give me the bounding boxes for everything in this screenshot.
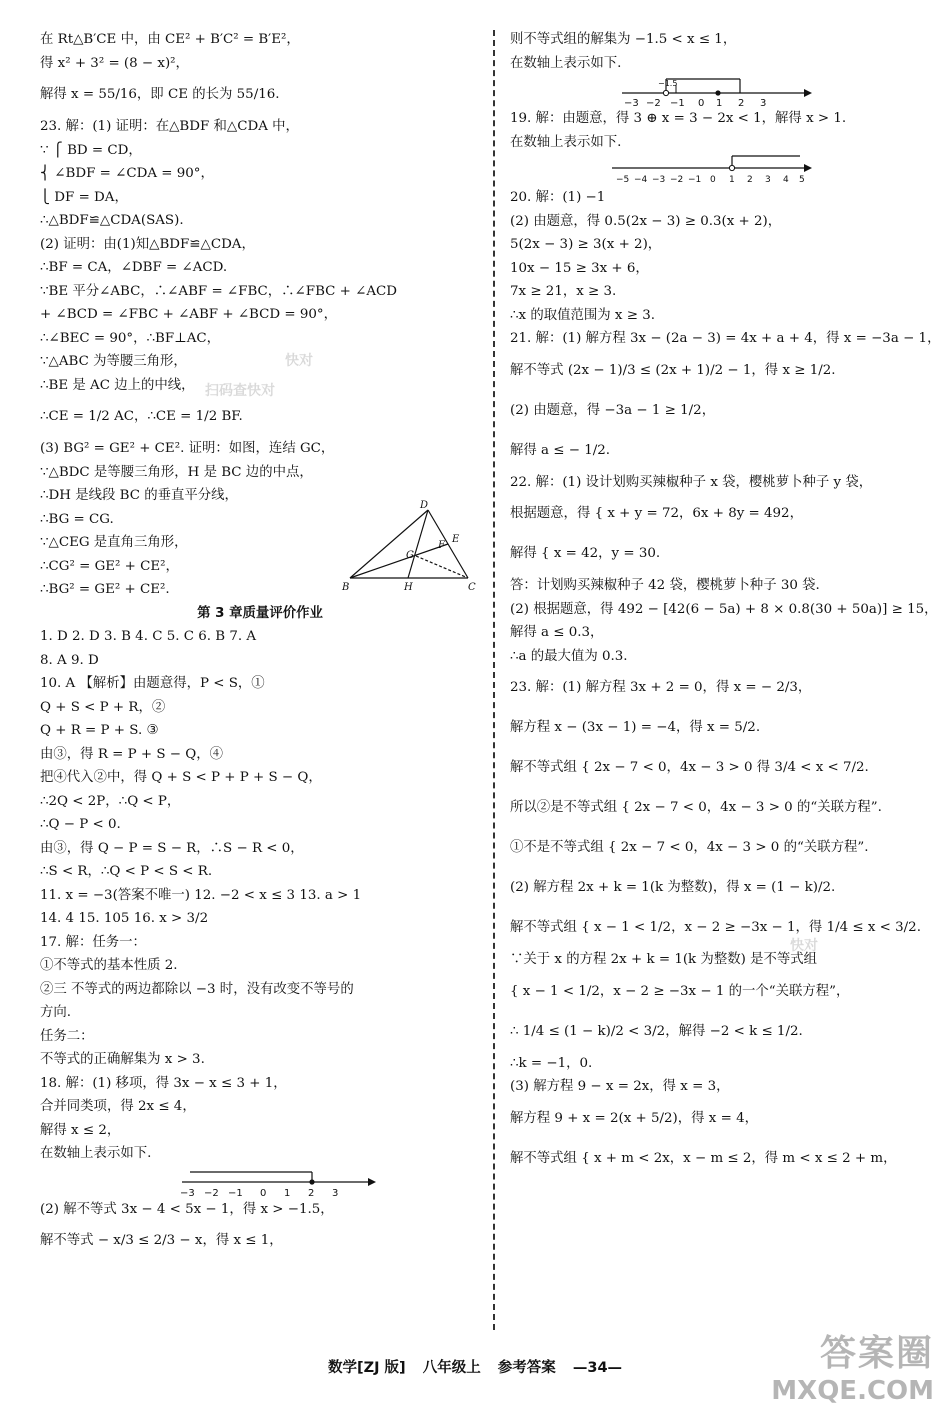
text-line: 在 Rt△B′CE 中，由 CE² + B′C² = B′E²， <box>40 32 300 47</box>
tick-label: −1 <box>670 98 685 107</box>
tick-label: −1.5 <box>658 79 678 88</box>
text-line: 解得 { x = 42，y = 30. <box>510 546 661 561</box>
text-line: 17. 解：任务一： <box>40 934 146 950</box>
text-line: (3) 解方程 9 − x = 2x，得 x = 3， <box>510 1079 730 1094</box>
section-title: 第 3 章质量评价作业 <box>197 605 323 621</box>
text-line: 解不等式组 { 2x − 7 < 0，4x − 3 > 0 得 3/4 < x < 7/2. <box>510 760 869 775</box>
text-line: ∴CG² = GE² + CE²， <box>40 558 179 574</box>
text-line: (2) 由题意，得 −3a − 1 ≥ 1/2， <box>510 402 716 418</box>
text-line: 解不等式组 { x + m < 2x，x − m ≤ 2，得 m < x ≤ 2 + m， <box>510 1150 897 1166</box>
text-line: 根据题意，得 { x + y = 72，6x + 8y = 492， <box>510 506 803 521</box>
text-line: ∴CE = 1/2 AC，∴CE = 1/2 BF. <box>40 409 243 424</box>
text-line: 答：计划购买辣椒种子 42 袋，樱桃萝卜种子 30 袋. <box>510 578 820 593</box>
text-line: 5(2x − 3) ≥ 3(x + 2)， <box>510 237 662 252</box>
text-line: ∴∠BEC = 90°，∴BF⊥AC， <box>40 330 221 346</box>
text-line: ∴a 的最大值为 0.3. <box>510 648 628 664</box>
watermark-line1: 答案圈 <box>819 1333 934 1374</box>
text-line: ∵ ⎧ BD = CD， <box>40 142 142 158</box>
tick-label: 2 <box>738 98 745 107</box>
text-line: 解方程 x − (3x − 1) = −4，得 x = 5/2. <box>510 720 761 735</box>
text-line: ∴S < R，∴Q < P < S < R. <box>40 864 213 879</box>
text-line: (2) 证明：由(1)知△BDF≌△CDA， <box>40 236 255 252</box>
text-line: Q + S < P + R，② <box>40 699 166 715</box>
figure-label: D <box>420 500 429 511</box>
tick-label: 0 <box>260 1187 267 1198</box>
text-line: 任务二： <box>40 1028 94 1044</box>
column-divider <box>493 30 495 1330</box>
text-line: (2) 根据题意，得 492 − [42(6 − 5a) + 8 × 0.8(30 + 50a)] ≥ 15， <box>510 601 938 617</box>
figure-label: E <box>452 534 460 545</box>
tick-label: 3 <box>760 98 767 107</box>
text-line: 20. 解：(1) −1 <box>510 190 606 205</box>
tick-label: 3 <box>332 1187 339 1198</box>
stamp-mark: 快对 <box>285 353 313 369</box>
text-line: 8. A 9. D <box>40 652 99 668</box>
text-line: 解方程 9 + x = 2(x + 5/2)，得 x = 4， <box>510 1110 759 1126</box>
text-line: 不等式的正确解集为 x > 3. <box>40 1052 205 1067</box>
footer-grade: 八年级上 <box>422 1360 481 1376</box>
text-line: ①不等式的基本性质 2. <box>40 958 178 973</box>
footer-page-number: —34— <box>572 1360 623 1376</box>
text-line: 1. D 2. D 3. B 4. C 5. C 6. B 7. A <box>40 629 257 644</box>
text-line: 方向. <box>40 1005 72 1020</box>
stamp-mark: 快对 <box>790 938 818 954</box>
text-line: 解得 x = 55/16，即 CE 的长为 55/16. <box>40 87 280 102</box>
footer-subject: 数学[ZJ 版] <box>327 1360 406 1376</box>
text-line: 解不等式组 { x − 1 < 1/2，x − 2 ≥ −3x − 1，得 1/4 ≤ x < 3/2. <box>510 920 921 935</box>
tick-label: 4 <box>783 175 789 185</box>
text-line: ⎨ ∠BDF = ∠CDA = 90°， <box>40 166 214 181</box>
triangle-figure <box>340 496 480 596</box>
number-line-svg <box>610 154 820 186</box>
right-column <box>510 28 941 1179</box>
text-line: 解得 a ≤ − 1/2. <box>510 442 611 458</box>
tick-label: −5 <box>616 175 630 185</box>
tick-label: 3 <box>765 175 771 185</box>
text-line: ∴△BDF≌△CDA(SAS). <box>40 213 184 228</box>
text-line: ∵△BDC 是等腰三角形，H 是 BC 边的中点， <box>40 464 313 480</box>
number-line-svg <box>180 1166 380 1198</box>
text-line: ∵BE 平分∠ABC，∴∠ABF = ∠FBC，∴∠FBC + ∠ACD <box>40 283 398 299</box>
text-line: 14. 4 15. 105 16. x > 3/2 <box>40 911 209 926</box>
tick-label: −3 <box>652 175 666 185</box>
text-line: (2) 解方程 2x + k = 1(k 为整数)，得 x = (1 − k)/2. <box>510 880 836 895</box>
text-line: (2) 解不等式 3x − 4 < 5x − 1，得 x > −1.5， <box>40 1201 334 1217</box>
text-line: 7x ≥ 21，x ≥ 3. <box>510 284 617 299</box>
text-line: 把④代入②中，得 Q + S < P + P + S − Q， <box>40 770 322 785</box>
watermark-line2: MXQE.COM <box>771 1376 934 1406</box>
figure-label: H <box>404 582 413 593</box>
left-column <box>40 28 480 1261</box>
text-line: ∴k = −1，0. <box>510 1055 593 1071</box>
text-line: 18. 解：(1) 移项，得 3x − x ≤ 3 + 1， <box>40 1075 287 1091</box>
tick-label: −4 <box>634 175 648 185</box>
text-line: (2) 由题意，得 0.5(2x − 3) ≥ 0.3(x + 2)， <box>510 213 782 229</box>
text-line: ∴x 的取值范围为 x ≥ 3. <box>510 307 655 323</box>
text-line: ②三 不等式的两边都除以 −3 时，没有改变不等号的 <box>40 981 354 997</box>
text-line: ⎩ DF = DA， <box>40 189 128 205</box>
number-line-19 <box>510 154 920 186</box>
text-line: ∴ 1/4 ≤ (1 − k)/2 < 3/2，解得 −2 < k ≤ 1/2. <box>510 1023 803 1039</box>
problem-19: 19. 解：由题意，得 3 ⊕ x = 3 − 2x < 1，解得 x > 1. <box>510 111 847 126</box>
text-line: 在数轴上表示如下. <box>40 1146 152 1161</box>
tick-label: 1 <box>284 1187 291 1198</box>
text-line: 由③，得 Q − P = S − R，∴S − R < 0， <box>40 840 304 856</box>
tick-label: 0 <box>710 175 716 185</box>
text-line: ∴2Q < 2P，∴Q < P， <box>40 793 181 809</box>
text-line: 10. A 【解析】由题意得，P < S，① <box>40 676 265 691</box>
text-line: 22. 解：(1) 设计划购买辣椒种子 x 袋，樱桃萝卜种子 y 袋， <box>510 474 873 490</box>
text-line: ∵△ABC 为等腰三角形， <box>40 354 187 369</box>
text-line: ∴BG² = GE² + CE². <box>40 582 170 597</box>
tick-label: −2 <box>670 175 684 185</box>
figure-label: F <box>438 540 445 551</box>
number-line-svg <box>620 75 820 107</box>
text-line: (3) BG² = GE² + CE². 证明：如图，连结 GC， <box>40 441 335 456</box>
text-line: 解得 x ≤ 2， <box>40 1122 121 1138</box>
text-line: ∴BF = CA，∠DBF = ∠ACD. <box>40 260 228 275</box>
text-line: 在数轴上表示如下. <box>510 55 622 71</box>
tick-label: 5 <box>799 175 805 185</box>
text-line: ①不是不等式组 { 2x − 7 < 0，4x − 3 > 0 的“关联方程”. <box>510 840 869 855</box>
figure-label: G <box>406 550 414 561</box>
site-watermark <box>771 1325 934 1406</box>
text-line: 由③，得 R = P + S − Q，④ <box>40 746 224 762</box>
text-line: ∴BG = CG. <box>40 511 114 527</box>
text-line: Q + R = P + S. ③ <box>40 723 159 738</box>
text-line: { x − 1 < 1/2，x − 2 ≥ −3x − 1 的一个“关联方程”， <box>510 983 850 999</box>
problem-23-heading: 23. 解：(1) 证明：在△BDF 和△CDA 中， <box>40 119 299 134</box>
tick-label: −1 <box>228 1187 243 1198</box>
tick-label: 0 <box>698 98 705 107</box>
text-line: ∴BE 是 AC 边上的中线， <box>40 377 195 393</box>
figure-label: B <box>342 582 350 593</box>
text-line: 解不等式 − x/3 ≤ 2/3 − x，得 x ≤ 1， <box>40 1233 283 1248</box>
text-line: 得 x² + 3² = (8 − x)²， <box>40 55 189 71</box>
tick-label: −3 <box>180 1187 195 1198</box>
text-line: ∵△CEG 是直角三角形， <box>40 535 188 550</box>
text-line: 23. 解：(1) 解方程 3x + 2 = 0，得 x = − 2/3， <box>510 680 812 695</box>
text-line: 在数轴上表示如下. <box>510 134 622 150</box>
stamp-mark: 扫码查快对 <box>205 383 275 399</box>
tick-label: 2 <box>308 1187 315 1198</box>
text-line: 21. 解：(1) 解方程 3x − (2a − 3) = 4x + a + 4，得 x = −3a − 1， <box>510 331 941 346</box>
text-line: 解不等式 (2x − 1)/3 ≤ (2x + 1)/2 − 1，得 x ≥ 1/2. <box>510 362 836 378</box>
footer-section: 参考答案 <box>497 1360 556 1376</box>
tick-label: 2 <box>747 175 753 185</box>
text-line: 则不等式组的解集为 −1.5 < x ≤ 1， <box>510 32 737 47</box>
tick-label: 1 <box>729 175 735 185</box>
tick-label: −2 <box>204 1187 219 1198</box>
text-line: 11. x = −3(答案不唯一) 12. −2 < x ≤ 3 13. a > 1 <box>40 887 362 903</box>
number-line-18-1 <box>40 1166 480 1198</box>
tick-label: −3 <box>624 98 639 107</box>
text-line: ∵关于 x 的方程 2x + k = 1(k 为整数) 是不等式组 <box>510 952 818 967</box>
text-line: 合并同类项，得 2x ≤ 4， <box>40 1099 196 1114</box>
number-line-18-2 <box>510 75 920 107</box>
text-line: 所以②是不等式组 { 2x − 7 < 0，4x − 3 > 0 的“关联方程”. <box>510 800 882 815</box>
text-line: 10x − 15 ≥ 3x + 6， <box>510 260 649 276</box>
figure-label: C <box>468 582 476 593</box>
text-line: 解得 a ≤ 0.3， <box>510 625 604 640</box>
tick-label: −2 <box>646 98 661 107</box>
tick-label: 1 <box>716 98 723 107</box>
text-line: ∴Q − P < 0. <box>40 817 121 832</box>
tick-label: −1 <box>688 175 702 185</box>
text-line: + ∠BCD = ∠FBC + ∠ABF + ∠BCD = 90°， <box>40 307 337 322</box>
text-line: ∴DH 是线段 BC 的垂直平分线， <box>40 488 238 503</box>
